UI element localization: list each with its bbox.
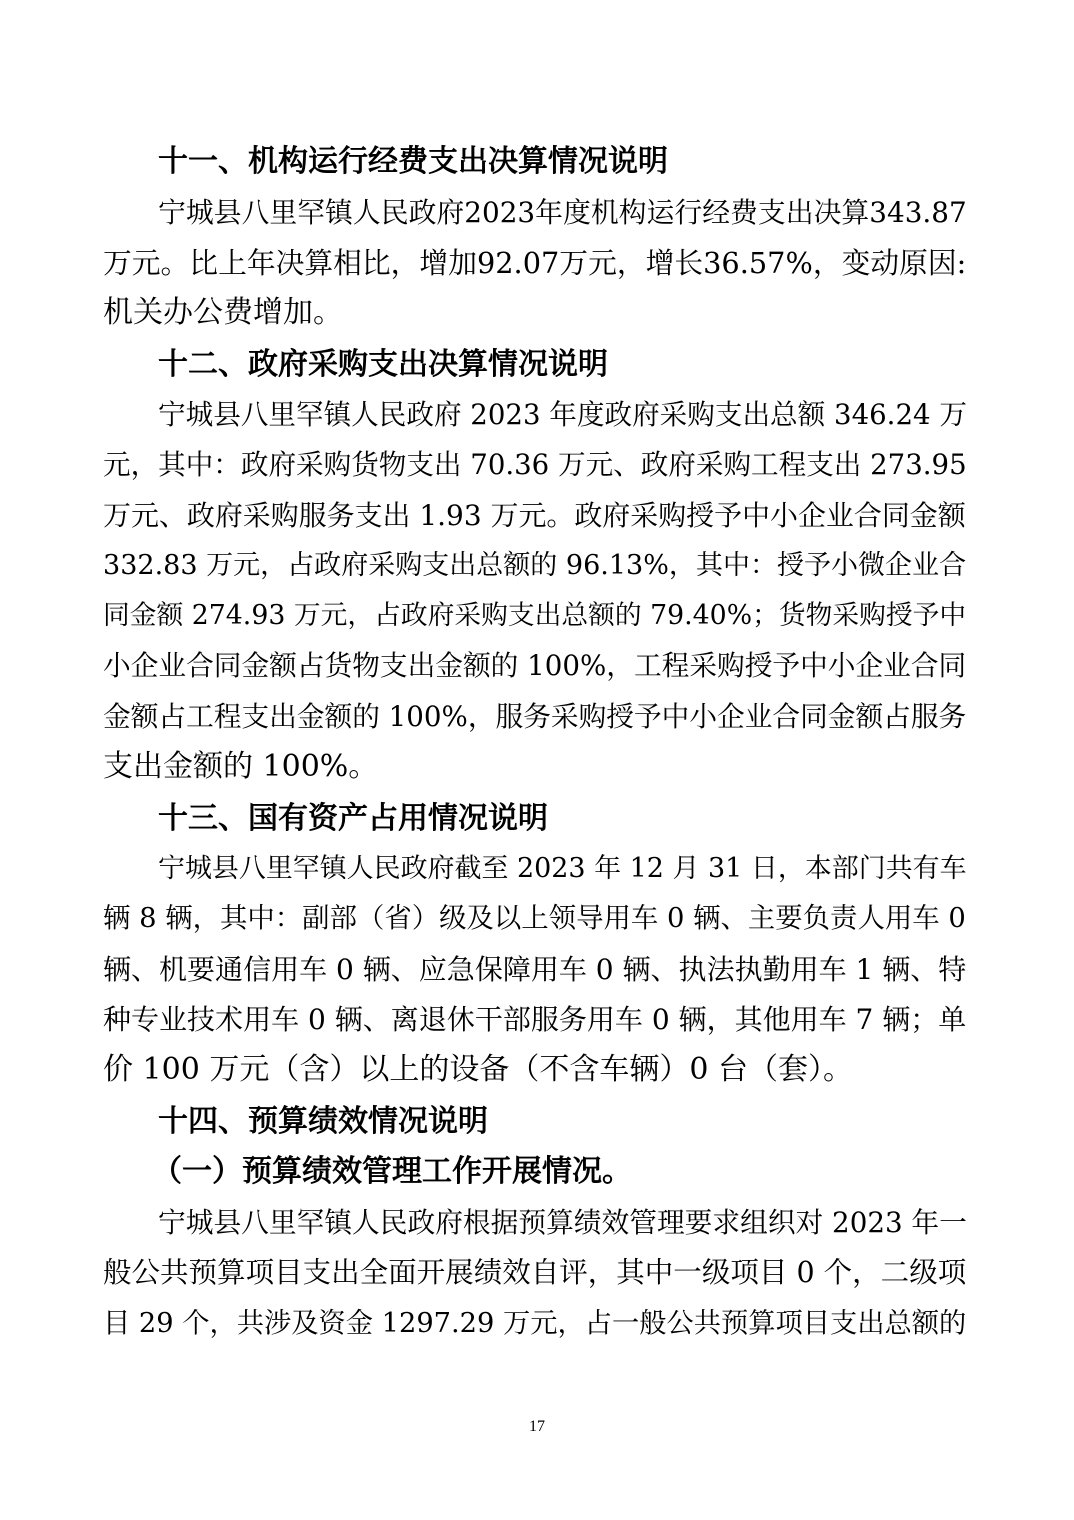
section-heading-13: 十三、国有资产占用情况说明 — [158, 801, 548, 836]
paragraph-line: 宁城县八里罕镇人民政府 2023 年度政府采购支出总额 346.24 万 — [158, 398, 967, 431]
paragraph-line: 支出金额的 100%。 — [103, 749, 379, 784]
paragraph-line: 宁城县八里罕镇人民政府截至 2023 年 12 月 31 日，本部门共有车 — [158, 853, 967, 884]
section-heading-14: 十四、预算绩效情况说明 — [158, 1104, 488, 1139]
paragraph-line: 小企业合同金额占货物支出金额的 100%，工程采购授予中小企业合同 — [103, 649, 967, 682]
paragraph-line: 目 29 个，共涉及资金 1297.29 万元，占一般公共预算项目支出总额的 — [103, 1308, 967, 1339]
paragraph-line: 种专业技术用车 0 辆、离退休干部服务用车 0 辆，其他用车 7 辆；单 — [103, 1003, 967, 1036]
sub-heading: （一）预算绩效管理工作开展情况。 — [152, 1154, 632, 1189]
paragraph-line: 元，其中：政府采购货物支出 70.36 万元、政府采购工程支出 273.95 — [103, 448, 967, 481]
paragraph-line: 辆、机要通信用车 0 辆、应急保障用车 0 辆、执法执勤用车 1 辆、特 — [103, 953, 967, 986]
paragraph-line: 万元。比上年决算相比，增加92.07万元，增长36.57%，变动原因: — [103, 246, 967, 280]
paragraph-line: 宁城县八里罕镇人民政府根据预算绩效管理要求组织对 2023 年一 — [158, 1206, 967, 1239]
section-heading-12: 十二、政府采购支出决算情况说明 — [158, 347, 608, 382]
section-heading-11: 十一、机构运行经费支出决算情况说明 — [158, 144, 668, 179]
paragraph-line: 价 100 万元（含）以上的设备（不含车辆）0 台（套）。 — [103, 1052, 853, 1087]
page-number: 17 — [529, 1418, 545, 1435]
paragraph-line: 万元、政府采购服务支出 1.93 万元。政府采购授予中小企业合同金额 — [103, 499, 966, 532]
paragraph-line: 般公共预算项目支出全面开展绩效自评，其中一级项目 0 个，二级项 — [103, 1256, 967, 1289]
paragraph-line: 机关办公费增加。 — [103, 295, 343, 330]
paragraph-line: 宁城县八里罕镇人民政府2023年度机构运行经费支出决算343.87 — [158, 196, 967, 229]
paragraph-line: 金额占工程支出金额的 100%，服务采购授予中小企业合同金额占服务 — [103, 700, 967, 733]
paragraph-line: 332.83 万元，占政府采购支出总额的 96.13%，其中：授予小微企业合 — [103, 550, 967, 581]
paragraph-line: 辆 8 辆，其中：副部（省）级及以上领导用车 0 辆、主要负责人用车 0 — [103, 903, 966, 934]
paragraph-line: 同金额 274.93 万元，占政府采购支出总额的 79.40%；货物采购授予中 — [103, 600, 967, 631]
